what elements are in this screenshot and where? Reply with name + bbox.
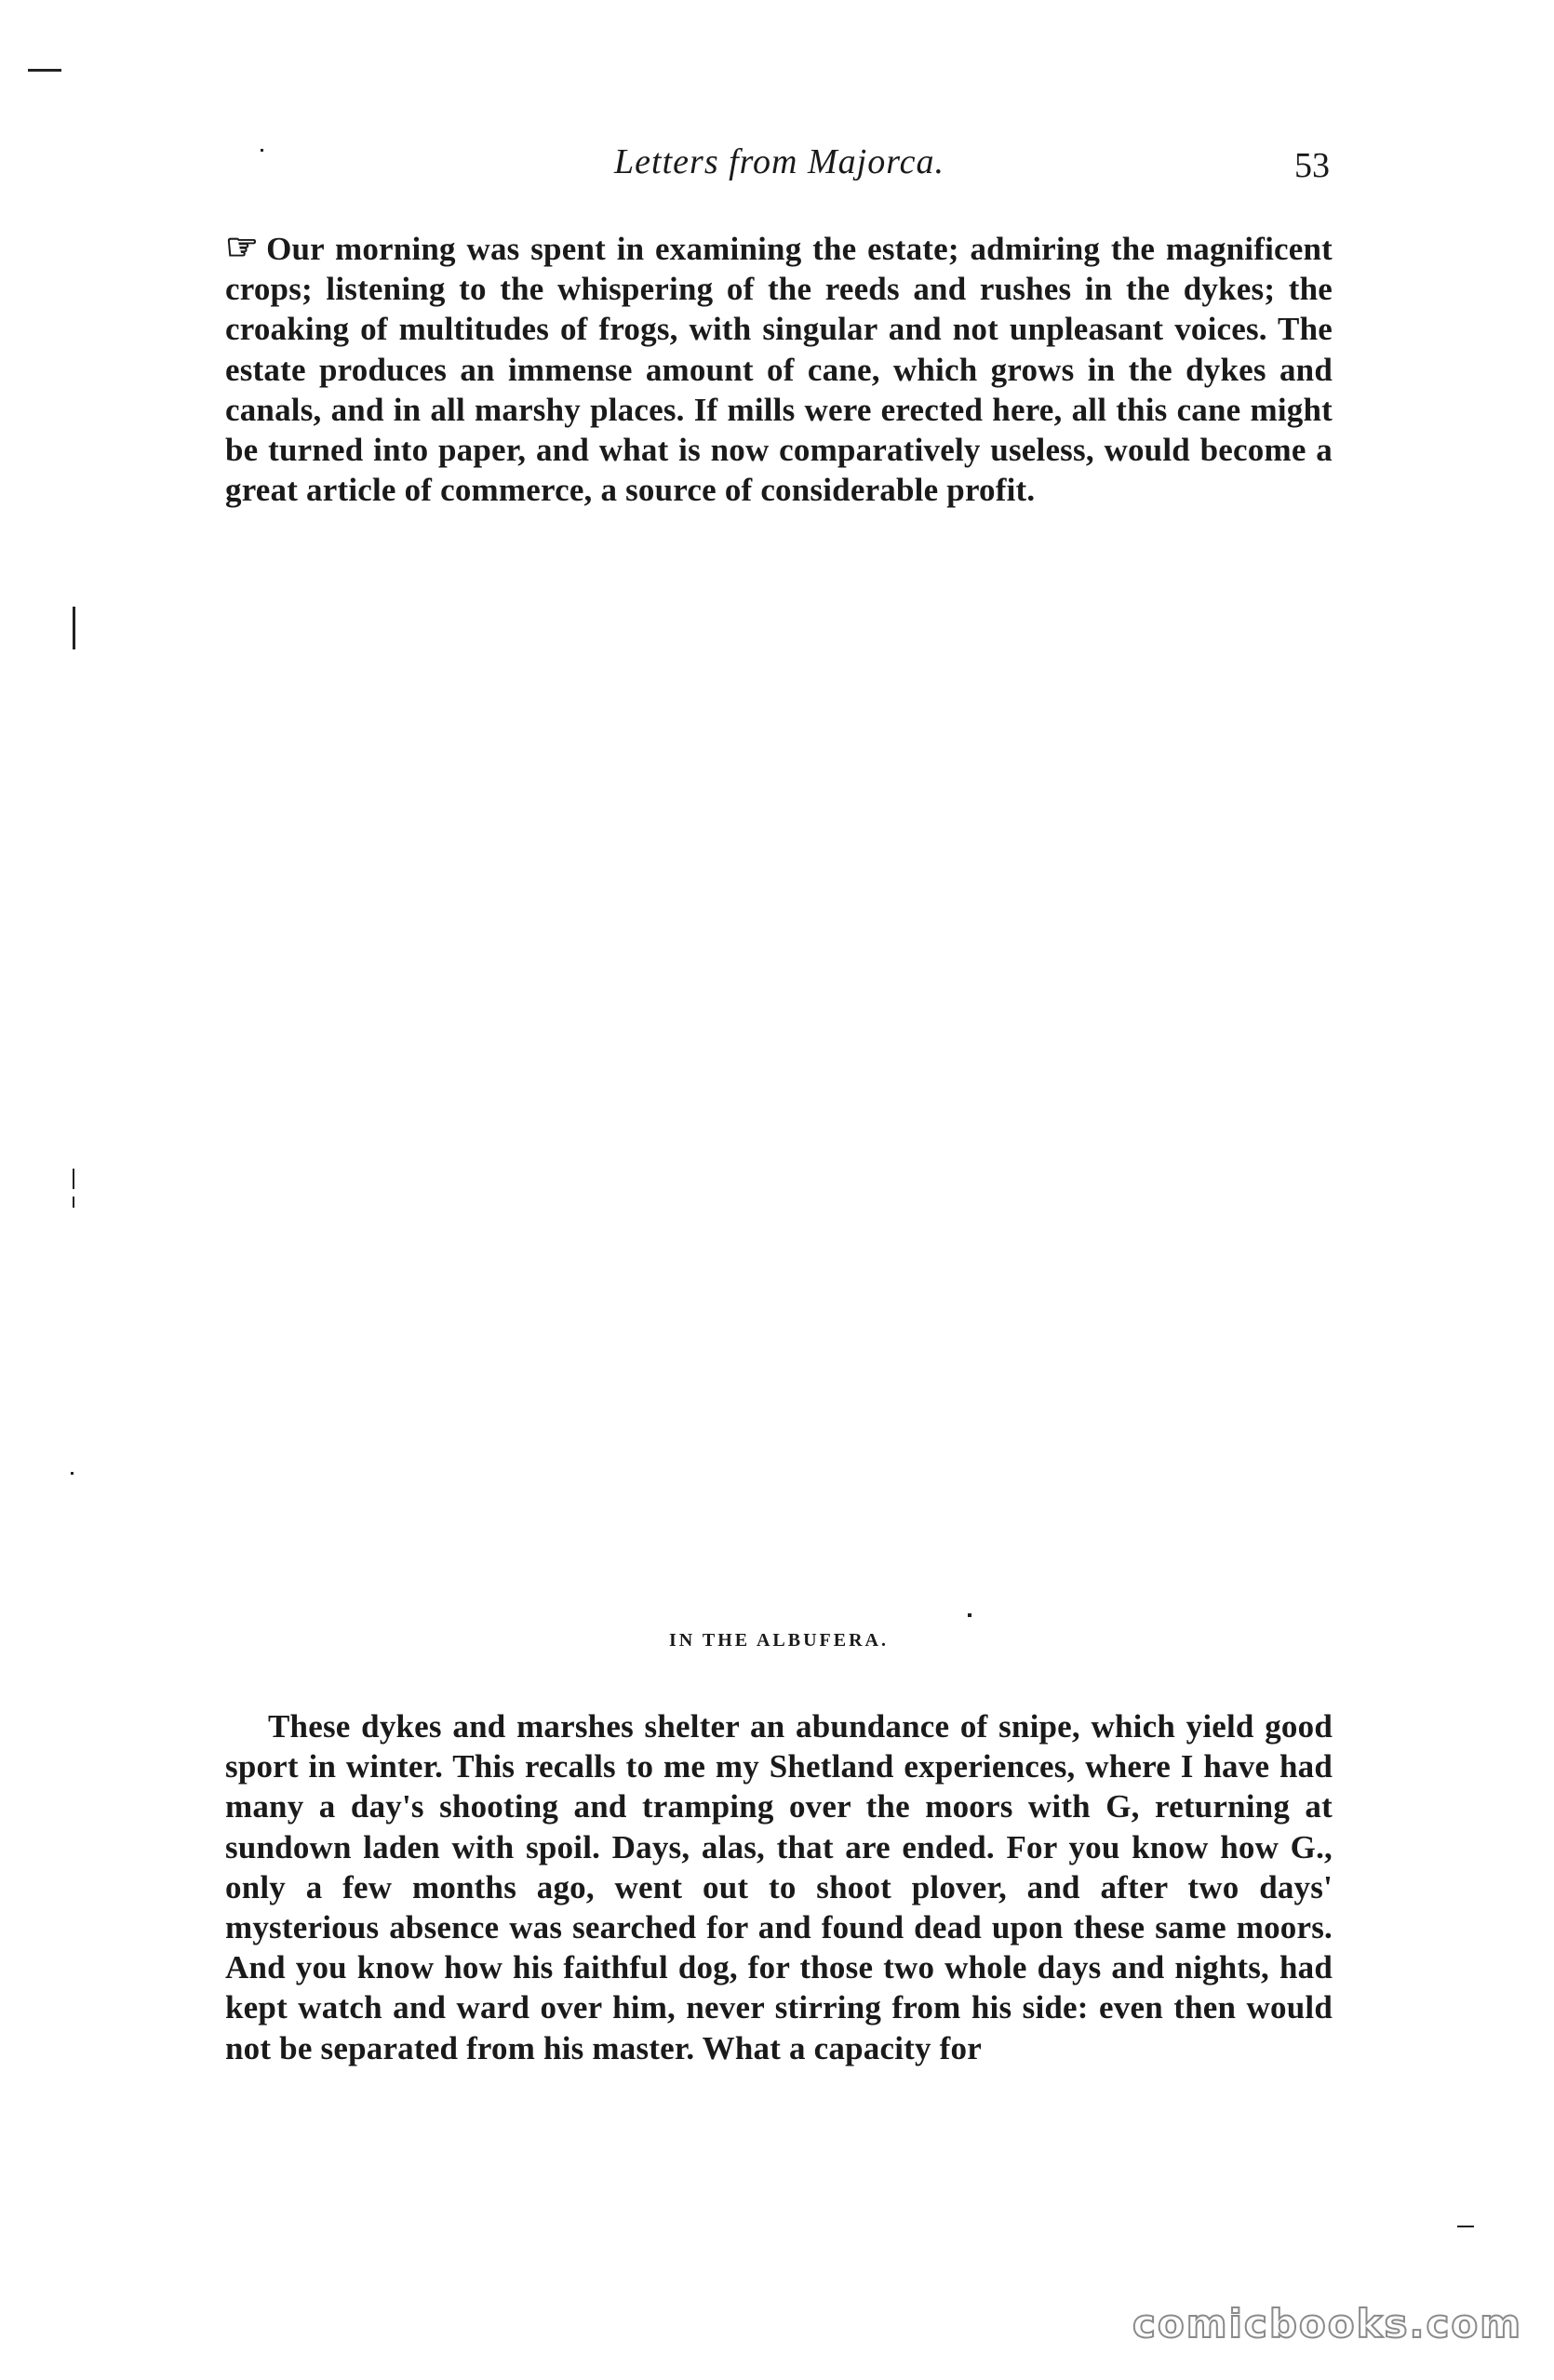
paragraph-estate (225, 227, 1333, 510)
pointing-hand-icon: ☞ (225, 226, 260, 268)
margin-bar-mark (73, 1197, 74, 1208)
margin-dash-mark (28, 69, 61, 72)
margin-dash-mark (1457, 2226, 1474, 2227)
page-number: 53 (1294, 146, 1330, 185)
paragraph-snipe: These dykes and marshes shelter an abundance of snipe, which yield good sport in winter. This recalls to me my Shetland experiences, where I have had many a day's shooting and tramping over the moors with G, returning at sundown laden with spoil. Days, alas, that are ended. For you know how G., only a few months ago, went out to shoot plover, and after two days' mysterious absence was searched for and found dead upon these same moors. And you know how his faithful dog, for those two whole days and nights, had kept watch and ward over him, never stirring from his side: even then would not be separated from his master. What a capacity for (225, 1708, 1333, 2066)
running-title: Letters from Majorca. (614, 142, 944, 181)
margin-bar-mark (73, 607, 75, 649)
margin-bar-mark (73, 1169, 74, 1189)
plate-caption: IN THE ALBUFERA. (668, 1630, 889, 1651)
paragraph-estate-text: Our morning was spent in examining the estate; admiring the magnificent crops; listening to the whispering of the reeds and rushes in the dykes; the croaking of multitudes of frogs, with singular and not unpleasant voices. The estate produces an immense amount of cane, which grows in the dykes and canals, and in all marshy places. If mills were erected here, all this cane might be turned into paper, and what is now comparatively useless, would become a great article of commerce, a source of considerable profit. (225, 231, 1333, 509)
margin-speck (261, 149, 263, 152)
margin-speck (968, 1613, 971, 1617)
watermark-logo: comicbooks.com (1132, 2301, 1522, 2347)
margin-speck (71, 1472, 74, 1475)
running-head (223, 141, 1335, 197)
